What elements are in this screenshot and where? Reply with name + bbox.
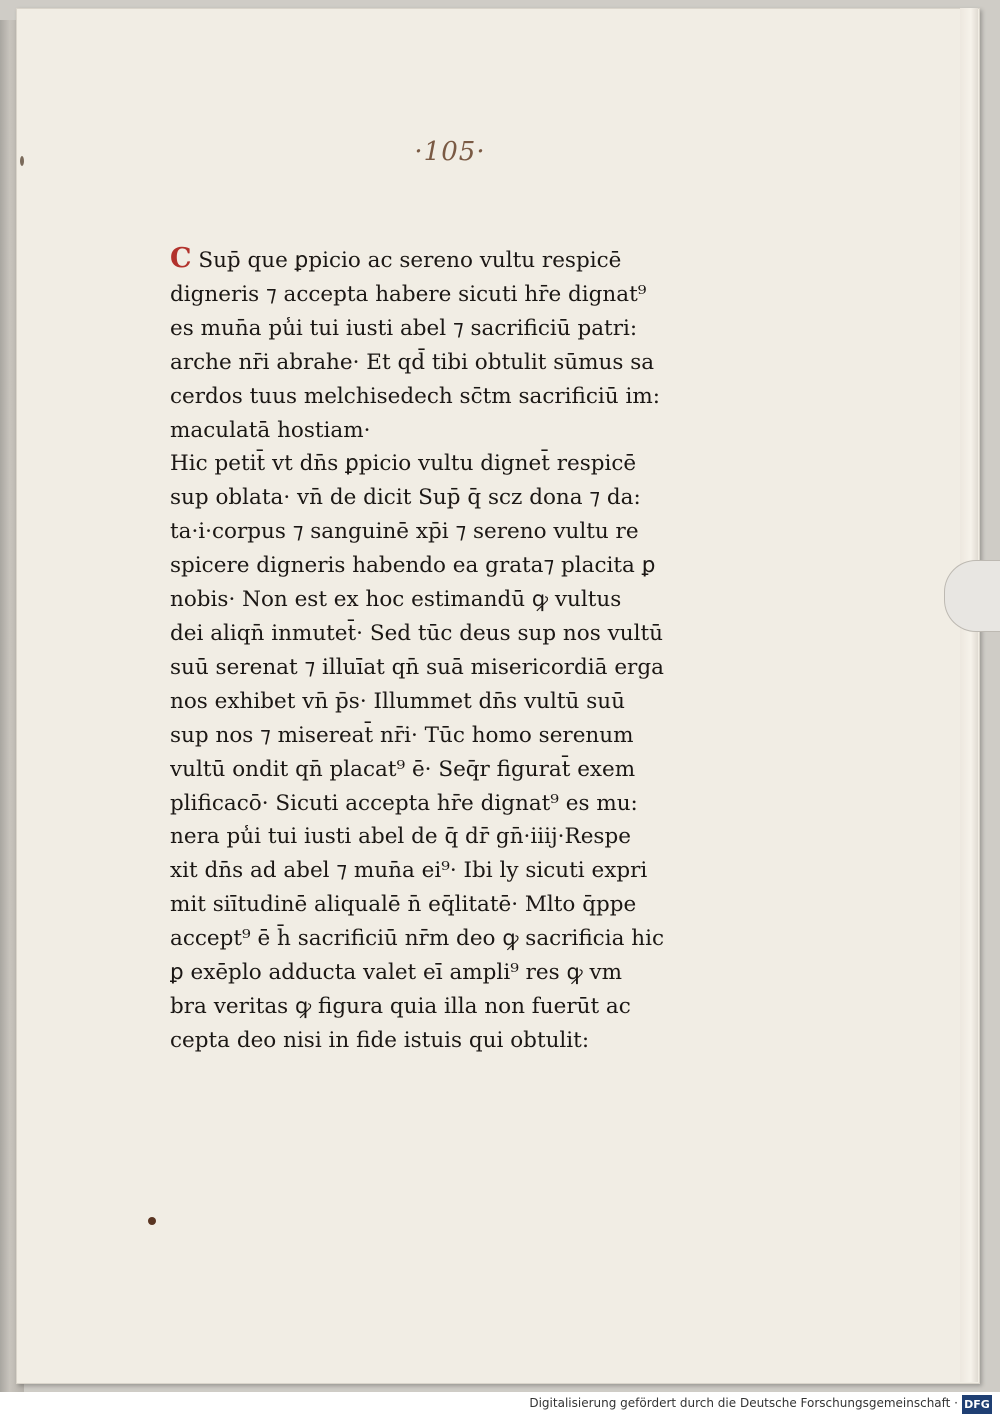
page-edge	[960, 8, 978, 1382]
line-text: Sup̄ que ꝑpicio ac sereno vultu respicē	[198, 248, 622, 273]
dfg-logo: DFG	[962, 1395, 992, 1414]
paragraph-1	[170, 244, 715, 447]
margin-mark	[20, 156, 24, 166]
text-line: mit siītudinē aliqualē n̄ eq̄litatē· Mlto q̄ppe	[170, 892, 637, 918]
footer-bar	[0, 1392, 1000, 1418]
text-line: vultū ondit qn̄ placat⁹ ē· Seq̄r figurat̄ exem	[170, 756, 636, 782]
text-line: ꝑ exēplo adducta valet eī ampli⁹ res ꝙ vm	[170, 960, 623, 986]
folio-number: ·105·	[414, 137, 486, 167]
text-line: nera pu̾i tui iusti abel de q̄ dr̄ gn̄·iiij·Respe	[170, 824, 631, 850]
text-line: plificacō· Sicuti accepta hr̄e dignat⁹ es mu:	[170, 790, 638, 816]
text-line: nobis· Non est ex hoc estimandū ꝙ vultus	[170, 587, 622, 613]
text-line: cepta deo nisi in fide istuis qui obtulit:	[170, 1027, 590, 1053]
text-line: xit dn̄s ad abel ⁊ mun̄a ei⁹· Ibi ly sicuti expri	[170, 858, 648, 884]
text-line: es mun̄a pu̾i tui iusti abel ⁊ sacrificiū patri:	[170, 315, 638, 341]
text-line: ta·i·corpus ⁊ sanguinē xp̄i ⁊ sereno vultu re	[170, 519, 639, 545]
text-line: dei aliqn̄ inmutet̄· Sed tūc deus sup nos vultū	[170, 620, 663, 646]
text-line: digneris ⁊ accepta habere sicuti hr̄e dignat⁹	[170, 281, 647, 307]
ink-spot	[148, 1217, 156, 1225]
text-line: maculatā hostiam·	[170, 417, 371, 443]
text-line: suū serenat ⁊ illuīat qn̄ suā misericordiā erga	[170, 654, 664, 680]
text-line: sup nos ⁊ misereat̄ nr̄i· Tūc homo serenum	[170, 722, 634, 748]
text-line: sup oblata· vn̄ de dicit Sup̄ q̄ scz dona ⁊ da:	[170, 485, 641, 511]
text-line: arche nr̄i abrahe· Et qd̄ tibi obtulit sūmus sa	[170, 349, 655, 375]
page-tab-marker	[944, 560, 1000, 632]
text-line	[170, 244, 715, 278]
funding-credit: Digitalisierung gefördert durch die Deutsche Forschungsgemeinschaft ·	[529, 1396, 958, 1410]
text-line: cerdos tuus melchisedech sc̄tm sacrificiū im:	[170, 383, 660, 409]
paragraph-2	[170, 447, 715, 1057]
text-line: bra veritas ꝙ figura quia illa non fuerūt ac	[170, 993, 631, 1019]
text-line: accept⁹ ē h̄ sacrificiū nr̄m deo ꝙ sacrificia hic	[170, 926, 665, 952]
text-block	[170, 244, 715, 1058]
rubricated-initial: C	[170, 244, 192, 274]
text-line: nos exhibet vn̄ p̄s· Illummet dn̄s vultū suū	[170, 688, 625, 714]
text-line: Hic petit̄ vt dn̄s ꝑpicio vultu dignet̄ respicē	[170, 451, 637, 477]
text-line: spicere digneris habendo ea grata⁊ placita ꝑ	[170, 553, 656, 579]
